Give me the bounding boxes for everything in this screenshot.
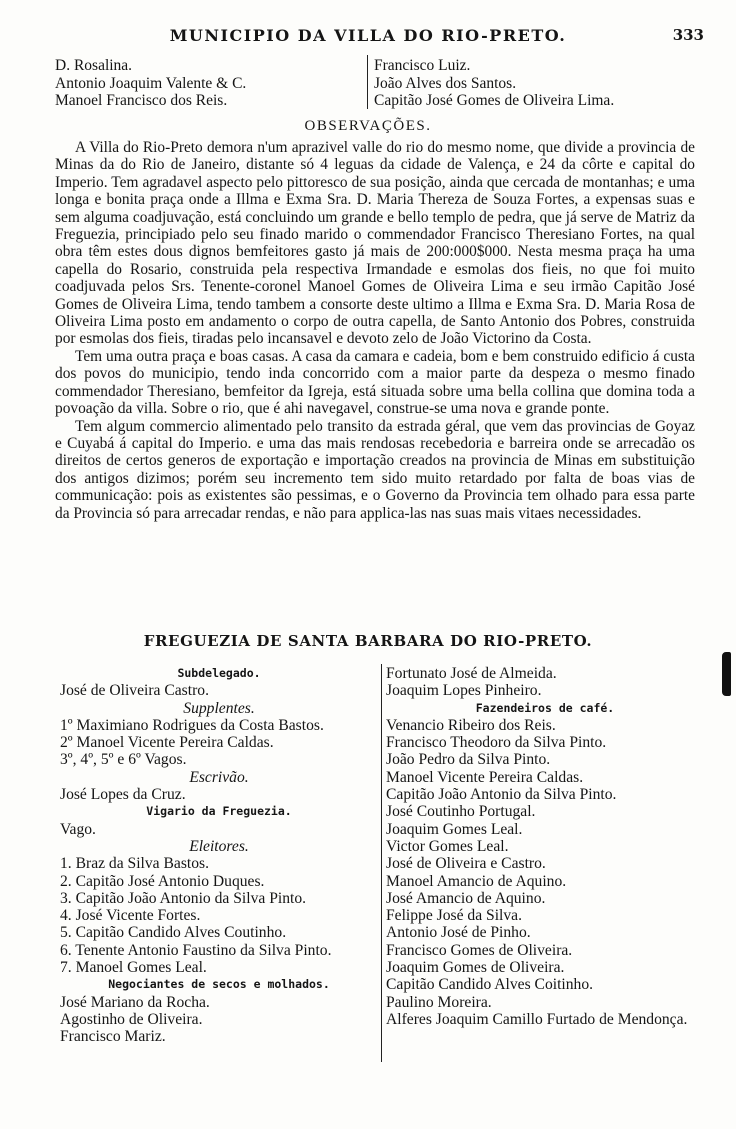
list-item: 3. Capitão João Antonio da Silva Pinto. [60,889,307,907]
list-item: Joaquim Gomes de Oliveira. [386,959,565,977]
column-divider [367,55,368,109]
paragraph: A Villa do Rio-Preto demora n'um aprazivel valle do rio do mesmo nome, que divide a provincia de Minas da do Rio de Janeiro, distante só 4 leguas da cidade de Valença, e 24 da côrte e capital do Imperio. Tem agradavel aspecto pelo pittoresco de sua posição, ainda que cercada de montanhas; e uma longa e bonita praça onde a Illma e Exma Sra. D. Maria Thereza de Souza Fortes, a expensas suas e sem alguma coadjuvação, está concluindo um grande e bello templo de pedra, que já serve de Matriz da Freguezia, principiado pelo seu finado marido o commendador Francisco Theresiano Fortes, na qual obra têm estes dous dignos bemfeitores gasto já mais de 200:000$000. Nesta mesma praça ha uma capella do Rosario, construida pela respectiva Irmandade e esmolas dos fieis, no que foi muito coadjuvada pelos Srs. Tenente-coronel Manoel Gomes de Oliveira Lima e seu irmão Capitão José Gomes de Oliveira Lima, tendo tambem a consorte deste ultimo a Illma e Exma Sra. D. Maria Rosa de Oliveira Lima posto em andamento o corpo de outra capella, de Santo Antonio dos Pobres, construida por esmolas dos fieis, tiradas pelo incansavel e devoto zelo de João Victorino da Costa. [55,139,695,348]
observacoes-title: OBSERVAÇÕES. [304,118,432,134]
list-item: Manoel Amancio de Aquino. [386,872,567,890]
list-item: Francisco Gomes de Oliveira. [386,941,573,959]
list-item: Paulino Moreira. [386,993,492,1011]
paragraph: Tem uma outra praça e boas casas. A casa da camara e cadeia, bom e bem construido edificio á custa dos povos do municipio, tendo inda concorrido com a maior parte da despeza o mesmo finado commendador Theresiano, bemfeitor da Igreja, está situada sobre uma bella collina que domina toda a povoação da villa. Sobre o rio, que é ahi navegavel, construe-se uma nova e grande ponte. [55,347,695,418]
list-item: 3º, 4º, 5º e 6º Vagos. [60,751,187,769]
list-item: Vago. [60,820,96,838]
section-heading: Eleitores. [189,837,249,855]
list-item: 1º Maximiano Rodrigues da Costa Bastos. [60,716,324,734]
list-item: Antonio Joaquim Valente & C. [55,74,247,92]
list-item: 5. Capitão Candido Alves Coutinho. [60,924,287,942]
list-item: José Mariano da Rocha. [60,993,210,1011]
page-number: 333 [672,26,704,44]
list-item: Venancio Ribeiro dos Reis. [386,716,556,734]
freguezia-right-column [386,665,704,1028]
list-item: Manoel Francisco dos Reis. [55,92,228,109]
list-item: Fortunato José de Almeida. [386,665,557,682]
list-item: Joaquim Lopes Pinheiro. [386,682,542,700]
page-edge-mark [722,652,731,696]
list-item: Agostinho de Oliveira. [60,1010,203,1028]
freguezia-left-column [60,665,378,1046]
section-heading: Vigario da Freguezia. [146,804,292,819]
section-heading: Supplentes. [183,699,255,717]
list-item: D. Rosalina. [55,57,133,74]
list-item: 4. José Vicente Fortes. [60,907,201,925]
list-item: José Coutinho Portugal. [386,803,536,821]
list-item: Manoel Vicente Pereira Caldas. [386,768,584,786]
list-item: João Pedro da Silva Pinto. [386,751,551,769]
page-header-title: MUNICIPIO DA VILLA DO RIO-PRETO. [169,26,567,45]
list-item: Antonio José de Pinho. [386,924,531,942]
column-divider [381,664,382,1062]
list-item: Francisco Mariz. [60,1028,166,1046]
list-item: 2. Capitão José Antonio Duques. [60,872,265,890]
list-item: 7. Manoel Gomes Leal. [60,959,207,977]
list-item: 1. Braz da Silva Bastos. [60,855,209,873]
list-item: José Amancio de Aquino. [386,889,546,907]
list-item: João Alves dos Santos. [374,74,517,92]
section-heading: Negociantes de secos e molhados. [108,977,330,992]
top-left-list [55,57,246,110]
list-item: Victor Gomes Leal. [386,837,509,855]
list-item: Joaquim Gomes Leal. [386,820,523,838]
list-item: Capitão Candido Alves Coitinho. [386,976,594,994]
section-heading: Subdelegado. [177,666,261,680]
list-item: Capitão João Antonio da Silva Pinto. [386,786,617,804]
freguezia-title: FREGUEZIA DE SANTA BARBARA DO RIO-PRETO. [143,632,593,650]
list-item: Francisco Luiz. [374,57,471,74]
top-right-list [374,57,614,110]
list-item: José Lopes da Cruz. [60,786,186,804]
list-item: Capitão José Gomes de Oliveira Lima. [374,92,615,109]
list-item: José de Oliveira Castro. [60,682,209,700]
section-heading: Fazendeiros de café. [475,700,615,715]
list-item: Felippe José da Silva. [386,907,522,925]
observacoes-text [55,139,695,522]
list-item: Francisco Theodoro da Silva Pinto. [386,734,607,752]
list-item: José de Oliveira e Castro. [386,855,546,873]
list-item: 2º Manoel Vicente Pereira Caldas. [60,734,274,752]
section-heading: Escrivão. [189,768,249,786]
list-item: Alferes Joaquim Camillo Furtado de Mendonça. [386,1010,688,1028]
paragraph: Tem algum commercio alimentado pelo transito da estrada géral, que vem das provincias de Goyaz e Cuyabá á capital do Imperio. e uma das mais rendosas recebedoria e barreira onde se arrecadão os direitos de certos generos de exportação e importação creados na provincia de Minas em substituição dos antigos dizimos; porém seu incremento tem sido muito retardado por falta de boas vias de communicação: pois as existentes são pessimas, e o Governo da Provincia tem olhado para essa parte da Provincia só para arrecadar rendas, e não para applica-las nas suas mais vitaes necessidades. [55,417,695,522]
list-item: 6. Tenente Antonio Faustino da Silva Pinto. [60,941,332,959]
